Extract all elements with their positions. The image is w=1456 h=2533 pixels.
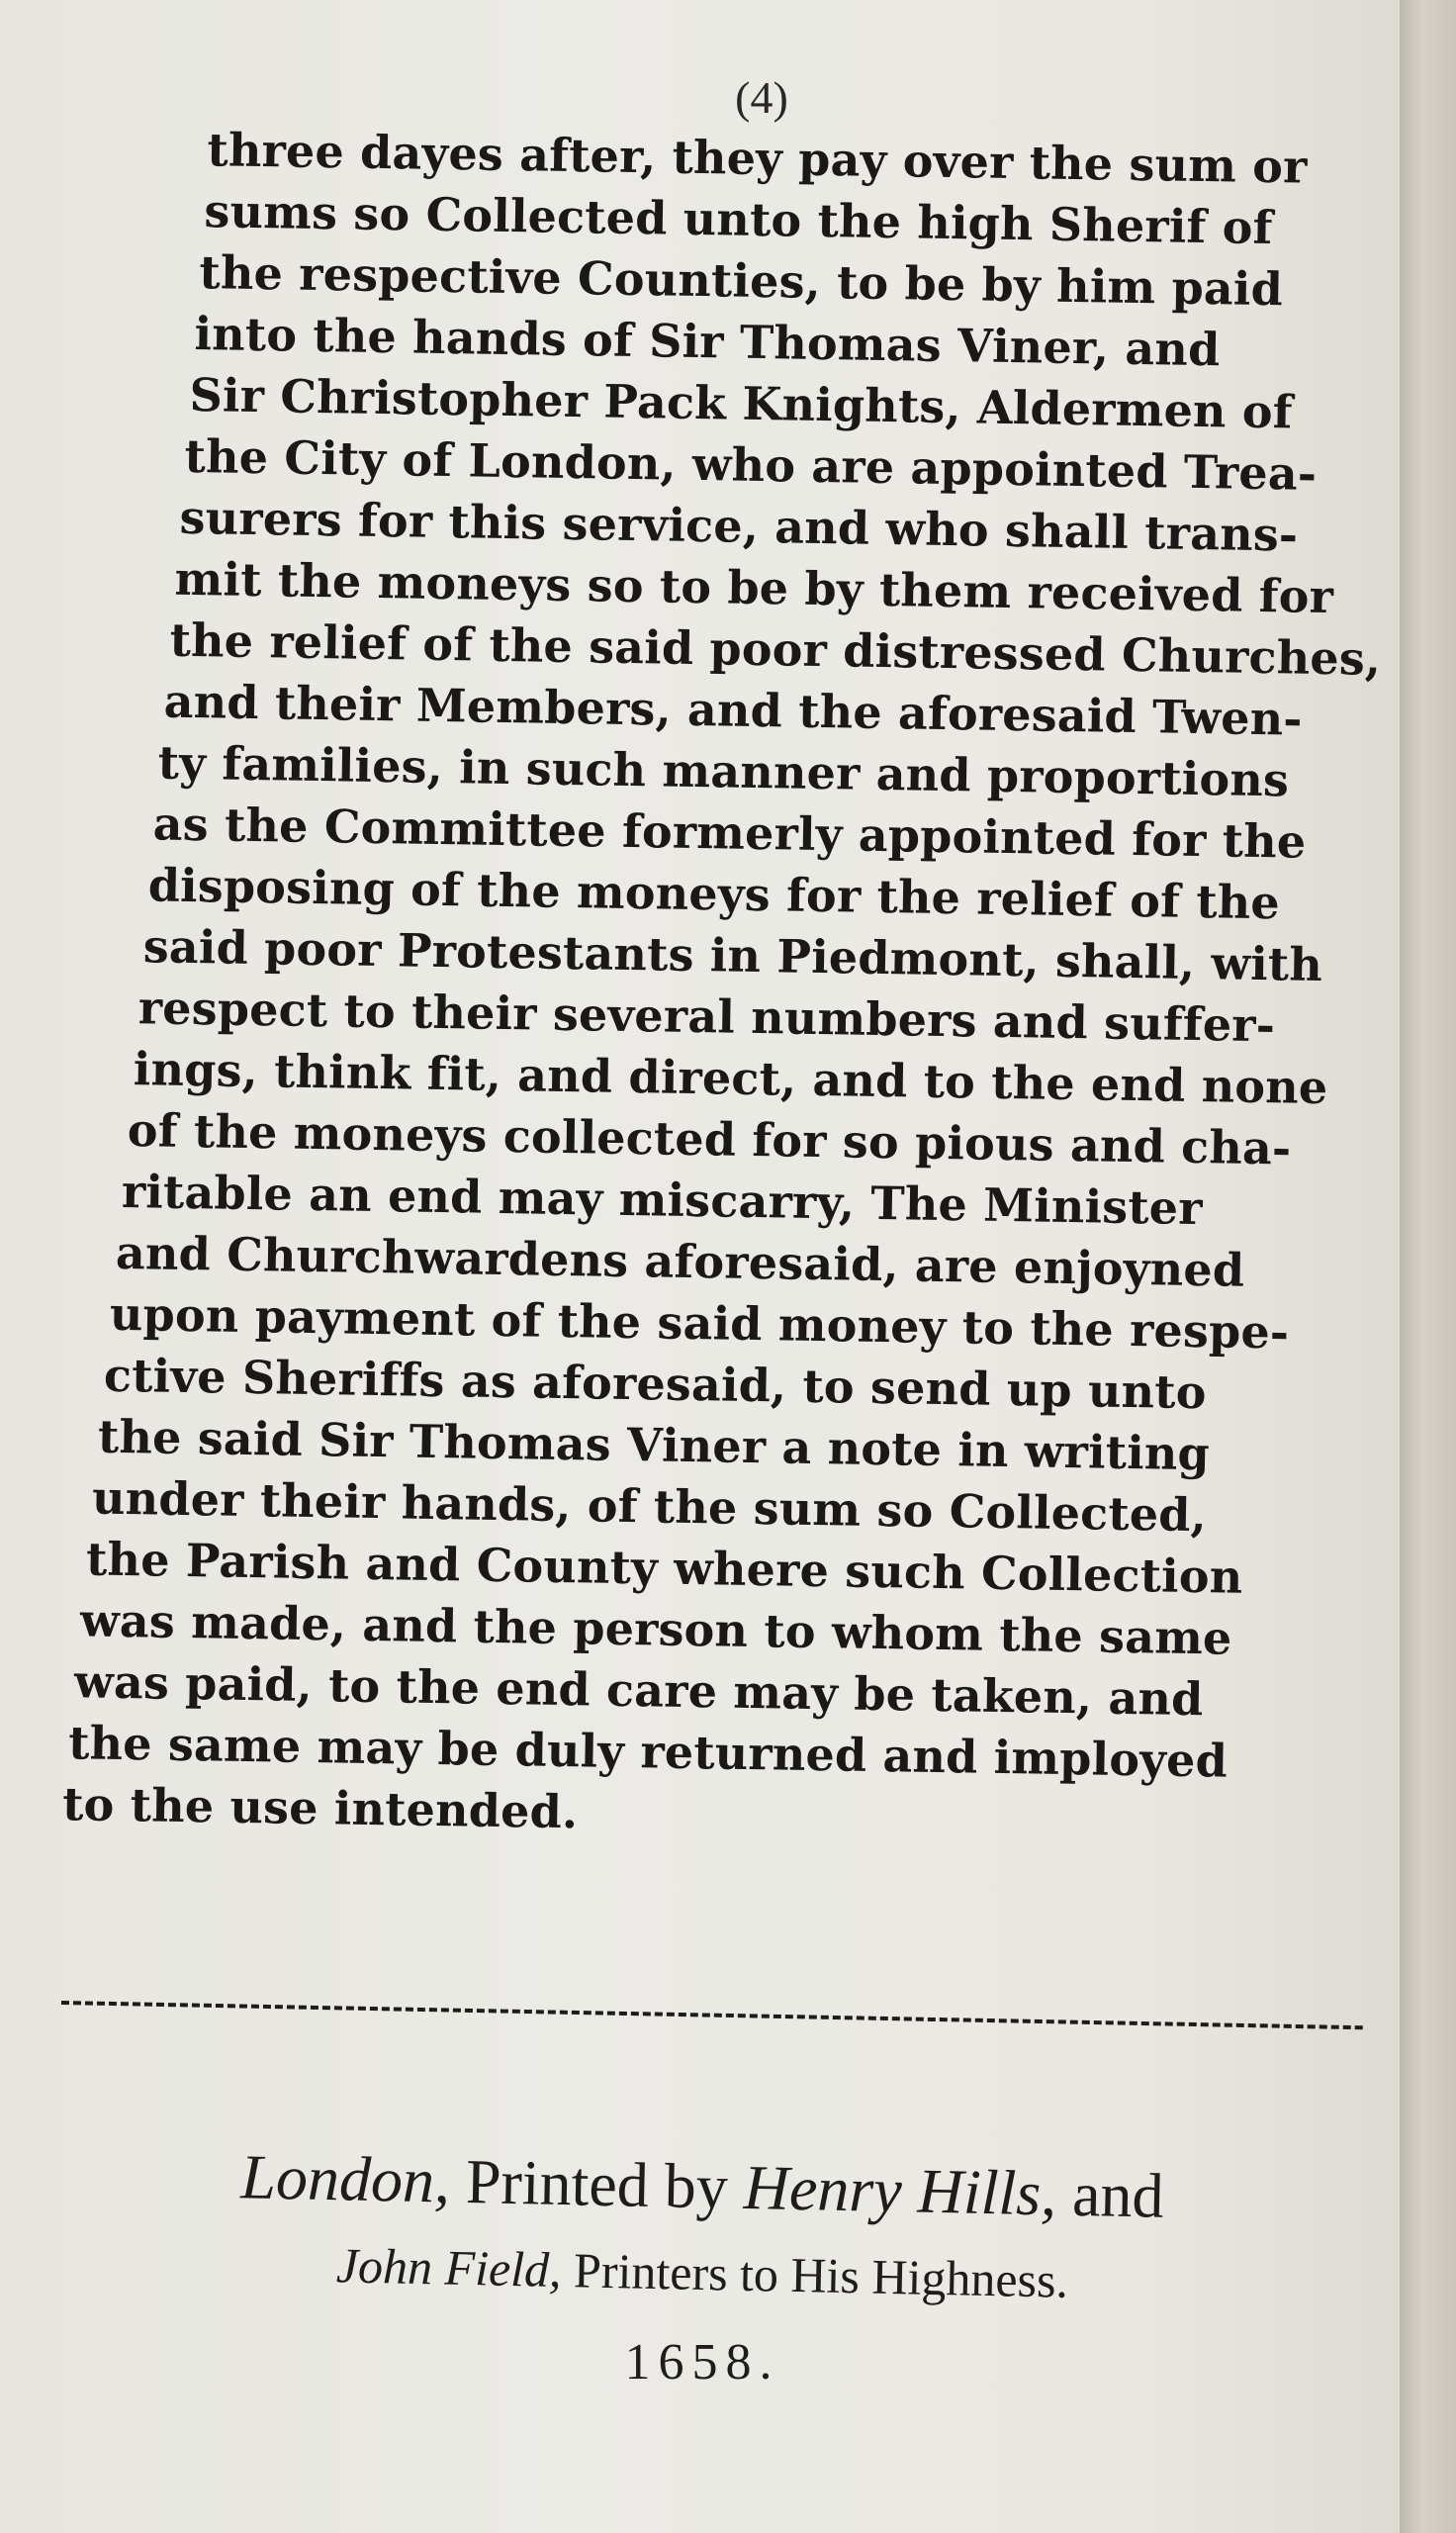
text-line: upon payment of the said money to the respe-	[109, 1286, 1290, 1360]
text-line: Sir Christopher Pack Knights, Aldermen of	[189, 367, 1294, 439]
horizontal-rule	[61, 2001, 1363, 2029]
imprint-printer-1: Henry Hills,	[743, 2151, 1057, 2229]
text-line: as the Committee formerly appointed for the	[152, 797, 1307, 869]
text-line: disposing of the moneys for the relief of the	[147, 858, 1281, 930]
imprint-line-2	[58, 2222, 1345, 2322]
text-line: the relief of the said poor distressed Churches,	[169, 612, 1382, 686]
text-line: respect to their several numbers and suffer-	[137, 981, 1276, 1053]
imprint-place: London,	[239, 2141, 451, 2216]
imprint-year: 1658.	[624, 2334, 780, 2391]
text-line: to the use intended.	[61, 1777, 579, 1839]
text-line: sums so Collected unto the high Sherif of	[204, 184, 1274, 255]
text-line: was made, and the person to whom the same	[79, 1593, 1232, 1665]
imprint-printers-to: Printers to His Highness.	[561, 2242, 1069, 2308]
text-line: ritable an end may miscarry, The Minister	[121, 1164, 1204, 1236]
text-line: ty families, in such manner and proportions	[157, 735, 1290, 807]
imprint-printed-by: Printed by	[449, 2145, 745, 2222]
text-line: three dayes after, they pay over the sum or	[207, 123, 1309, 194]
imprint-and: and	[1055, 2158, 1165, 2231]
text-line: and their Members, and the aforesaid Twen-	[163, 674, 1304, 746]
imprint-line-1	[58, 2133, 1345, 2239]
page-number: (4)	[735, 72, 788, 123]
text-line: of the moneys collected for so pious and cha-	[127, 1103, 1292, 1175]
text-line: the said Sir Thomas Viner a note in writing	[97, 1409, 1211, 1481]
page-edge	[1400, 0, 1456, 2533]
printer-imprint	[59, 2141, 1345, 2402]
text-line: the same may be duly returned and imployed	[67, 1716, 1228, 1788]
text-line: the City of London, who are appointed Trea-	[184, 428, 1318, 501]
text-line: the respective Counties, to be by him paid	[199, 245, 1284, 317]
text-line: surers for this service, and who shall trans-	[179, 490, 1299, 562]
text-line: the Parish and County where such Collection	[85, 1532, 1243, 1604]
text-line: under their hands, of the sum so Collected,	[91, 1470, 1208, 1543]
imprint-printer-2: John Field,	[335, 2237, 563, 2298]
text-line: was paid, to the end care may be taken, and	[73, 1654, 1204, 1727]
text-line: said poor Protestants in Piedmont, shall, with	[142, 919, 1323, 992]
text-line: and Churchwardens aforesaid, are enjoyned	[115, 1225, 1245, 1297]
text-line: ings, think fit, and direct, and to the end none	[133, 1042, 1328, 1115]
text-line: mit the moneys so to be by them received for	[174, 551, 1334, 624]
text-line: ctive Sheriffs as aforesaid, to send up unto	[103, 1348, 1208, 1420]
body-text	[43, 117, 1382, 1854]
text-line: into the hands of Sir Thomas Viner, and	[194, 307, 1221, 377]
